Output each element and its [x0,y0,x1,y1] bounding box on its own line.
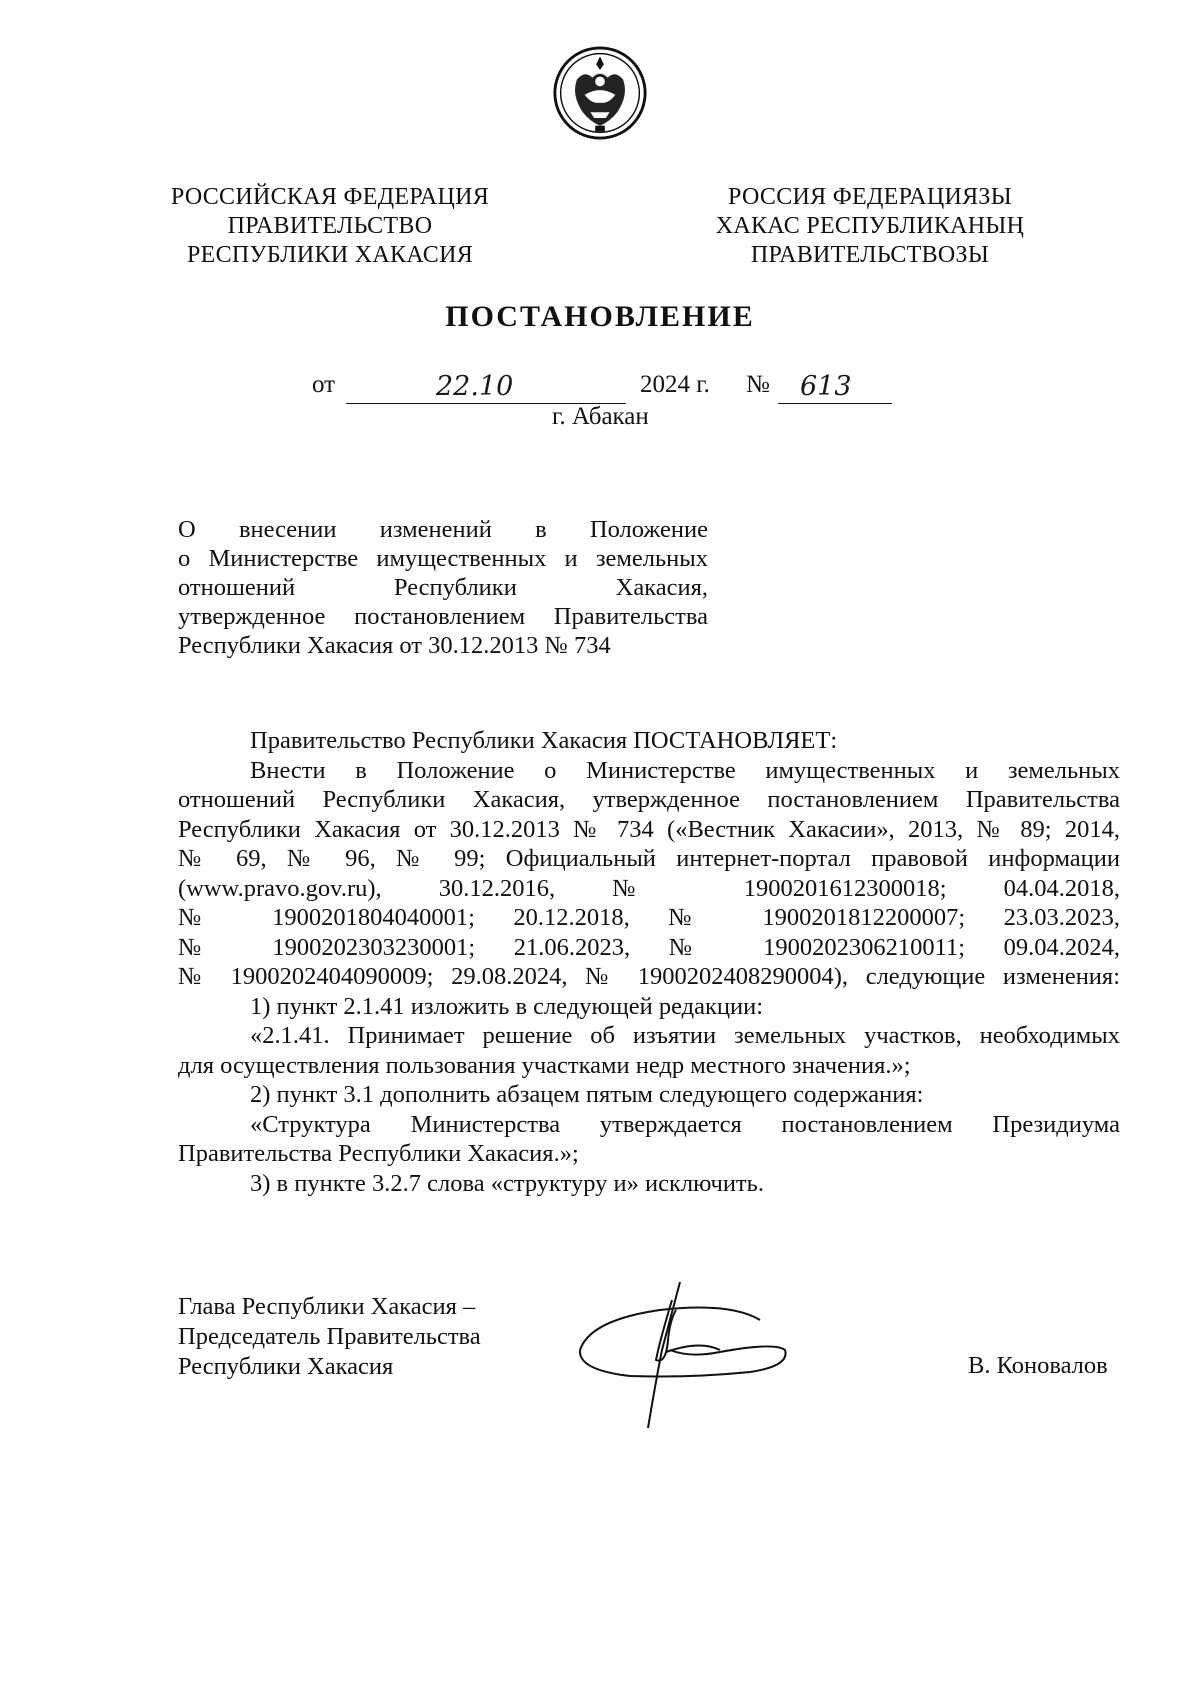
header-left-line-2: ПРАВИТЕЛЬСТВО [227,213,433,239]
header-right-line-2: ХАКАС РЕСПУБЛИКАНЫҢ [715,213,1025,239]
signer-position-line: Председатель Правительства [178,1323,481,1350]
signer-position [178,1292,481,1382]
header-right [700,183,1040,270]
item-3: 3) в пункте 3.2.7 слова «структуру и» исключить. [250,1169,764,1197]
item-2-quote-line: «Структура Министерства утверждается постановлением Президиума [250,1110,1120,1138]
number-label: № [746,371,770,398]
para-line: № 1900201804040001; 20.12.2018, № 1900201812200007; 23.03.2023, [178,904,1120,931]
para-line: № 1900202303230001; 21.06.2023, № 1900202306210011; 09.04.2024, [178,933,1120,961]
item-1-quote-line: «2.1.41. Принимает решение об изъятии земельных участков, необходимых [250,1022,1120,1049]
year-label: 2024 г. [640,371,710,398]
subject-line: Республики Хакасия от 30.12.2013 № 734 [178,632,611,659]
header-left-line-1: РОССИЙСКАЯ ФЕДЕРАЦИЯ [170,184,490,210]
subject-line: отношений Республики Хакасия, [178,574,708,601]
city: г. Абакан [552,403,649,430]
para-line: № 1900202404090009; 29.08.2024, № 1900202408290004), следующие изменения: [178,963,1120,990]
para-line: (www.pravo.gov.ru), 30.12.2016, № 1900201612300018; 04.04.2018, [178,874,1120,902]
subject-line: о Министерстве имущественных и земельных [178,545,708,572]
subject-line: О внесении изменений в Положение [178,516,708,543]
number-handwritten: 613 [800,371,852,402]
from-label: от [312,371,336,398]
para-line: № 69, № 96, № 99; Официальный интернет-портал правовой информации [178,845,1120,872]
header-right-line-3: ПРАВИТЕЛЬСТВОЗЫ [750,242,990,268]
date-handwritten: 22.10 [436,371,514,402]
subject-block [178,515,708,660]
document-title: ПОСТАНОВЛЕНИЕ [445,300,755,333]
signer-name: В. Коновалов [968,1352,1108,1379]
signer-position-line: Глава Республики Хакасия – [178,1293,476,1320]
item-1: 1) пункт 2.1.41 изложить в следующей редакции: [250,992,764,1020]
handwritten-signature [570,1280,800,1430]
item-2-quote-line: Правительства Республики Хакасия.»; [178,1140,579,1167]
header-left-line-3: РЕСПУБЛИКИ ХАКАСИЯ [186,242,474,268]
preamble: Правительство Республики Хакасия ПОСТАНОВЛЯЕТ: [250,727,838,754]
signer-position-line: Республики Хакасия [178,1353,394,1380]
item-2: 2) пункт 3.1 дополнить абзацем пятым следующего содержания: [250,1081,924,1108]
header-left [160,183,500,270]
para-line: Республики Хакасия от 30.12.2013 № 734 («Вестник Хакасии», 2013, № 89; 2014, [178,815,1120,843]
resolution-body [178,726,1120,1198]
subject-line: утвержденное постановлением Правительства [178,603,708,630]
coat-of-arms-emblem [552,45,648,141]
header-right-line-1: РОССИЯ ФЕДЕРАЦИЯЗЫ [728,184,1012,210]
para-line: отношений Республики Хакасия, утвержденное постановлением Правительства [178,786,1120,813]
para-line: Внести в Положение о Министерстве имущественных и земельных [250,756,1120,784]
item-1-quote-line: для осуществления пользования участками недр местного значения.»; [178,1051,911,1079]
